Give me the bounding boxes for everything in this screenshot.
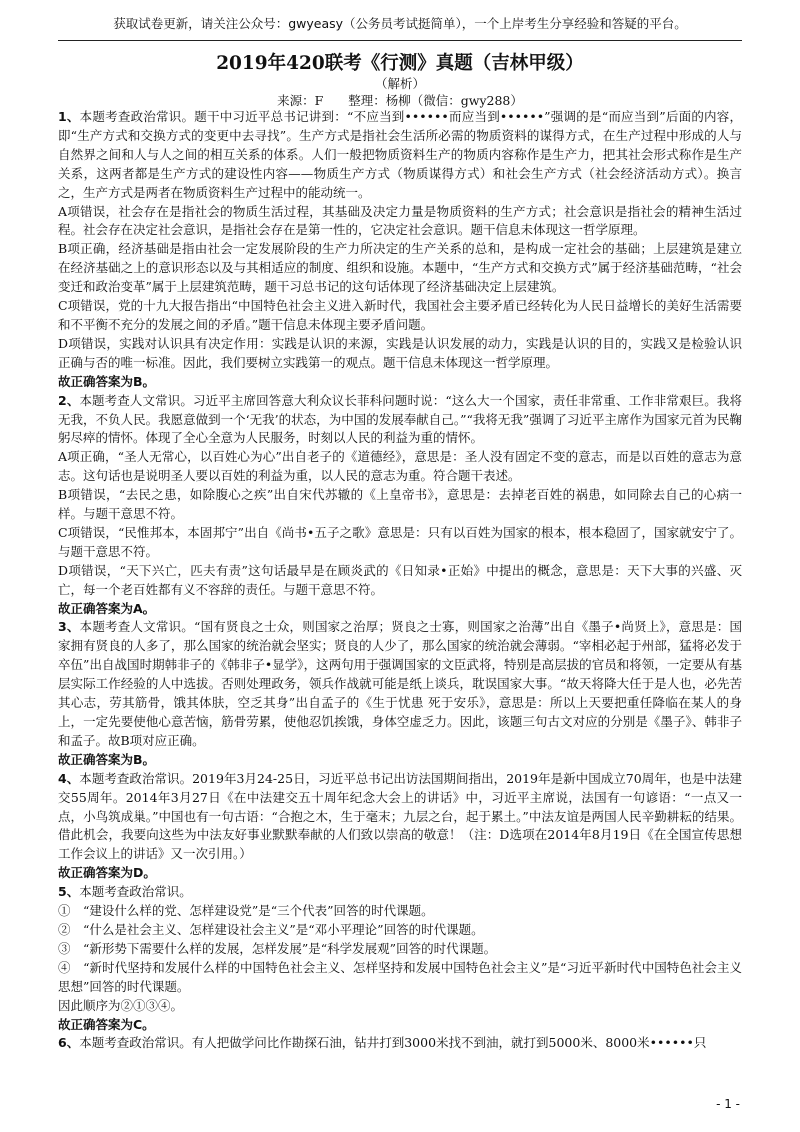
question-2-option-c: C项错误，“民惟邦本，本固邦宁”出自《尚书•五子之歌》意思是：只有以百姓为国家的根本，根本稳固了，国家就安宁了。与题干意思不符。 bbox=[58, 524, 742, 559]
page-number: - 1 - bbox=[716, 1097, 740, 1111]
source-line: 来源：F 整理：杨柳（微信：gwy288） bbox=[277, 93, 523, 108]
question-4-intro bbox=[58, 770, 742, 865]
question-3-intro bbox=[58, 618, 742, 750]
question-2-intro bbox=[58, 392, 742, 449]
page-subtitle: （解析） bbox=[374, 76, 425, 91]
question-1-text: 本题考查政治常识。题干中习近平总书记讲到：“不应当到••••••而应当到••••••”强调的是“而应当到”后面的内容，即“生产方式和交换方式的变更中去寻找”。生产方式是指社会生活所必需的物质资料的谋得方式，在生产过程中形成的人与自然界之间和人与人之间的相互关系的体系。人们一般把物质资料生产的物质内容称作是生产力，把其社会形式称作是生产关系，这两者都是生产方式的建设性内容——物质生产方式（物质谋得方式）和社会生产方式（社会经济活动方式）。换言之，生产方式是两者在物质资料生产过程中的能动统一。 bbox=[58, 109, 743, 200]
question-5-item-1: ① “建设什么样的党、怎样建设党”是“三个代表”回答的时代课题。 bbox=[58, 903, 434, 919]
question-number: 5、 bbox=[58, 884, 80, 900]
question-5-intro bbox=[58, 883, 742, 902]
question-4-answer: 故正确答案为D。 bbox=[58, 865, 156, 881]
question-4-text: 本题考查政治常识。2019年3月24-25日，习近平总书记出访法国期间指出，2019年是新中国成立70周年，也是中法建交55周年。2014年3月27日《在中法建交五十周年纪念大会上的讲话》中，习近平主席说，法国有一句谚语：“一点又一点，小鸟筑成巢。”中国也有一句古语：“合抱之木，生于毫末；九层之台，起于累土。”中法友谊是两国人民辛勤耕耘的结果。借此机会，我要向这些为中法友好事业默默奉献的人们致以崇高的敬意！（注：D选项在2014年8月19日《在全国宣传思想工作会议上的讲话》又一次引用。） bbox=[58, 770, 742, 862]
question-5-item-4: ④ “新时代坚持和发展什么样的中国特色社会主义、怎样坚持和发展中国特色社会主义”是“习近平新时代中国特色社会主义思想”回答的时代课题。 bbox=[58, 959, 742, 994]
content-body bbox=[58, 108, 742, 1053]
question-1-option-c: C项错误，党的十九大报告指出“中国特色社会主义进入新时代，我国社会主要矛盾已经转化为人民日益增长的美好生活需要和不平衡不充分的发展之间的矛盾。”题干信息未体现主要矛盾问题。 bbox=[58, 298, 742, 332]
question-5-text: 本题考查政治常识。 bbox=[79, 884, 192, 900]
question-number: 6、 bbox=[58, 1035, 80, 1051]
question-5-order: 因此顺序为②①③④。 bbox=[58, 997, 184, 1013]
question-3-text: 本题考查人文常识。“国有贤良之士众，则国家之治厚；贤良之士寡，则国家之治薄”出自《墨子•尚贤上》，意思是：国家拥有贤良的人多了，那么国家的统治就会坚实；贤良的人少了，那么国家的统治就会薄弱。“宰相必起于州部，猛将必发于卒伍”出自战国时期韩非子的《韩非子•显学》，这两句用于强调国家的文臣武将，特别是高层拔的官员和将领，一定要从有基层实际工作经验的人中选拔。否则处理政务，领兵作战就可能是纸上谈兵，耽误国家大事。“故天将降大任于是人也，必先苦其心志，劳其筋骨，饿其体肤，空乏其身”出自孟子的《生于忧患 死于安乐》，意思是：所以上天要把重任降临在某人的身上，一定先要使他心意苦恼，筋骨劳累，使他忍饥挨饿，身体空虚乏力。因此，该题三句古文对应的分别是《墨子》、韩非子和孟子。故B项对应正确。 bbox=[58, 619, 743, 748]
question-5-item-2: ② “什么是社会主义、怎样建设社会主义”是“邓小平理论”回答的时代课题。 bbox=[58, 921, 484, 937]
question-6-text: 本题考查政治常识。有人把做学问比作勘探石油，钻井打到3000米找不到油，就打到5000米、8000米••••••只 bbox=[79, 1035, 707, 1051]
question-5-answer: 故正确答案为C。 bbox=[58, 1016, 155, 1032]
question-1-option-a: A项错误，社会存在是指社会的物质生活过程，其基础及决定力量是物质资料的生产方式；社会意识是指社会的精神生活过程。社会存在决定社会意识，是指社会存在是第一性的，它决定社会意识。题干信息未体现这一哲学原理。 bbox=[58, 203, 742, 238]
question-number: 3、 bbox=[58, 619, 80, 635]
question-number: 2、 bbox=[58, 392, 80, 408]
question-number: 4、 bbox=[58, 770, 80, 786]
question-6-intro bbox=[58, 1034, 742, 1053]
header-banner: 获取试卷更新，请关注公众号：gwyeasy（公务员考试挺简单），一个上岸考生分享经验和答疑的平台。 bbox=[113, 16, 687, 31]
question-1-intro bbox=[58, 108, 742, 203]
question-3-answer: 故正确答案为B。 bbox=[58, 751, 156, 767]
page-title: 2019年420联考《行测》真题（吉林甲级） bbox=[216, 53, 584, 74]
question-5-item-3: ③ “新形势下需要什么样的发展，怎样发展”是“科学发展观”回答的时代课题。 bbox=[58, 940, 497, 956]
question-1-option-d: D项错误，实践对认识具有决定作用：实践是认识的来源，实践是认识发展的动力，实践是认识的目的，实践又是检验认识正确与否的唯一标准。因此，我们要树立实践第一的观点。题干信息未体现这一哲学原理。 bbox=[58, 335, 742, 370]
question-2-option-b: B项错误，“去民之患，如除腹心之疾”出自宋代苏辙的《上皇帝书》，意思是：去掉老百姓的祸患，如同除去自己的心病一样。与题干意思不符。 bbox=[58, 487, 742, 522]
header-rule bbox=[58, 40, 742, 41]
question-number: 1、 bbox=[58, 109, 80, 124]
question-2-option-d: D项错误，“天下兴亡，匹夫有责”这句话最早是在顾炎武的《日知录•正始》中提出的概念，意思是：天下大事的兴盛、灭亡，每一个老百姓都有义不容辞的责任。与题干意思不符。 bbox=[58, 562, 742, 597]
question-2-answer: 故正确答案为A。 bbox=[58, 600, 156, 616]
question-2-text: 本题考查人文常识。习近平主席回答意大利众议长菲科问题时说：“这么大一个国家，责任非常重、工作非常艰巨。我将无我，不负人民。我愿意做到一个‘无我’的状态，为中国的发展奉献自己。”“我将无我”强调了习近平主席作为国家元首为民鞠躬尽瘁的情怀。体现了全心全意为人民服务，时刻以人民的利益为重的情怀。 bbox=[58, 392, 742, 446]
question-1-option-b: B项正确，经济基础是指由社会一定发展阶段的生产力所决定的生产关系的总和，是构成一定社会的基础；上层建筑是建立在经济基础之上的意识形态以及与其相适应的制度、组织和设施。本题中，“生产方式和交换方式”属于经济基础范畴，“社会变迁和政治变革”属于上层建筑范畴，题干习总书记的这句话体现了经济基础决定上层建筑。 bbox=[58, 241, 742, 295]
question-2-option-a: A项正确，“圣人无常心，以百姓心为心”出自老子的《道德经》，意思是：圣人没有固定不变的意志，而是以百姓的意志为意志。这句话也是说明圣人要以百姓的利益为重，以人民的意志为重。符合题干表述。 bbox=[58, 449, 742, 484]
question-1-answer: 故正确答案为B。 bbox=[58, 373, 156, 389]
